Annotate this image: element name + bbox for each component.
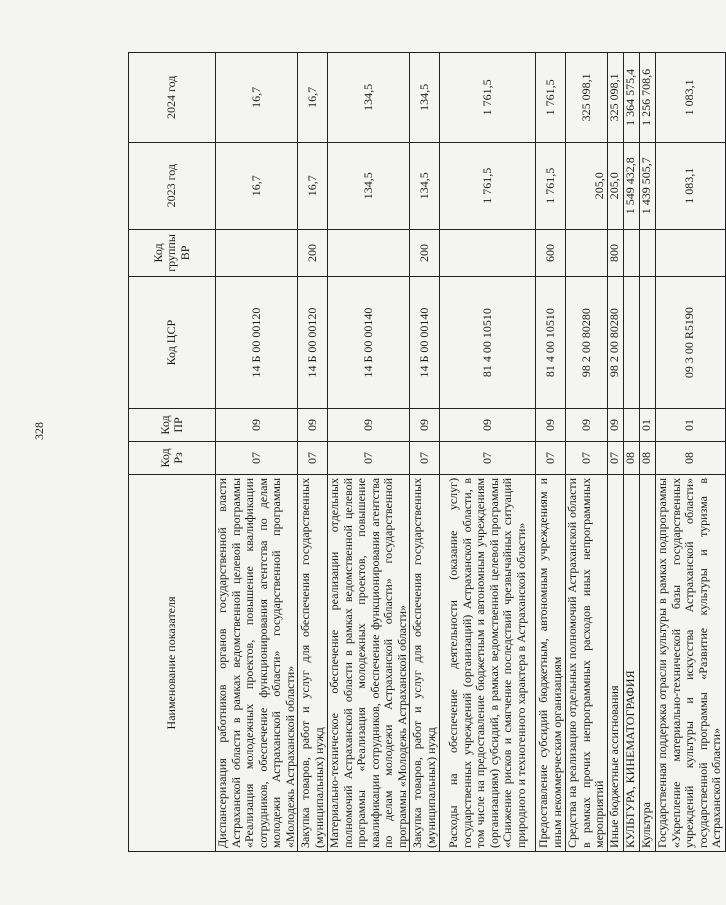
row-rz: 08: [623, 441, 639, 474]
header-2024: 2024 год: [129, 53, 216, 143]
row-2024: 1 256 708,6: [639, 53, 655, 143]
row-csr: 98 2 00 80280: [607, 277, 623, 409]
row-name: Диспансеризация работников органов государственной власти Астраханской области в рамках ведомственной целевой программы «Реализация молодежных проектов, повышение квалификации сотрудников, обеспечение функционирования агентства по делам молодежи Астраханской области» государственной программы «Молодежь Астраханской области»: [216, 474, 298, 851]
row-name: Расходы на обеспечение деятельности (оказание услуг) государственных учреждений (организаций) Астраханской области, в том числе на предоставление бюджетным и автономным учреждениям (организациям) субсидий, в рамках ведомственной целевой программы «Снижение рисков и смягчение последствий чрезвычайных ситуаций природного и техногенного характера в Астраханской области»: [440, 474, 536, 851]
row-name: Предоставление субсидий бюджетным, автономным учреждениям и иным некоммерческим организациям: [536, 474, 566, 851]
row-csr: 81 4 00 10510: [536, 277, 566, 409]
table-row: [536, 53, 566, 852]
row-2024: 325 098,1: [566, 53, 608, 143]
table-row: [440, 53, 536, 852]
row-rz: 07: [298, 441, 328, 474]
row-2024: 16,7: [216, 53, 298, 143]
row-csr: 14 Б 00 00140: [328, 277, 410, 409]
table-row: [607, 53, 623, 852]
row-name: Иные бюджетные ассигнования: [607, 474, 623, 851]
row-name: Средства на реализацию отдельных полномочий Астраханской области в рамках прочих непрограммных расходов иных непрограммных мероприятий: [566, 474, 608, 851]
row-name: Закупка товаров, работ и услуг для обеспечения государственных (муниципальных) нужд: [298, 474, 328, 851]
row-rz: 08: [639, 441, 655, 474]
row-rz: 07: [440, 441, 536, 474]
row-rz: 07: [607, 441, 623, 474]
row-2024: 325 098,1: [607, 53, 623, 143]
row-2023: 1 761,5: [440, 142, 536, 229]
row-vr: [566, 229, 608, 276]
row-2023: 1 761,5: [536, 142, 566, 229]
row-name: КУЛЬТУРА, КИНЕМАТОГРАФИЯ: [623, 474, 639, 851]
header-pr: Код ПР: [129, 409, 216, 442]
row-vr: [440, 229, 536, 276]
header-name: Наименование показателя: [129, 474, 216, 851]
row-2023: 134,5: [328, 142, 410, 229]
row-rz: 07: [410, 441, 440, 474]
table-header-row: [129, 53, 216, 852]
row-2023: 205,0: [566, 142, 608, 229]
row-vr: [655, 229, 725, 276]
row-vr: [639, 229, 655, 276]
rotated-table-container: [128, 52, 724, 852]
row-name: Государственная поддержка отрасли культуры в рамках подпрограммы «Укрепление материально-технической базы государственных учреждений культуры и искусства Астраханской области» государственной программы «Развитие культуры и туризма в Астраханской области»: [655, 474, 725, 851]
row-csr: 14 Б 00 00120: [298, 277, 328, 409]
row-csr: 14 Б 00 00140: [410, 277, 440, 409]
row-vr: [328, 229, 410, 276]
row-vr: 600: [536, 229, 566, 276]
budget-table: [128, 52, 726, 852]
row-rz: 07: [566, 441, 608, 474]
table-row: [298, 53, 328, 852]
table-row: [639, 53, 655, 852]
row-vr: 800: [607, 229, 623, 276]
row-csr: 14 Б 00 00120: [216, 277, 298, 409]
row-rz: 07: [216, 441, 298, 474]
row-pr: 01: [655, 409, 725, 442]
table-row: [410, 53, 440, 852]
row-csr: 09 3 00 R5190: [655, 277, 725, 409]
row-pr: 09: [298, 409, 328, 442]
row-2024: 16,7: [298, 53, 328, 143]
row-2024: 1 761,5: [440, 53, 536, 143]
row-csr: [639, 277, 655, 409]
row-2023: 16,7: [216, 142, 298, 229]
row-name: Материально-техническое обеспечение реализации отдельных полномочий Астраханской области в рамках ведомственной целевой программы «Реализация молодежных проектов, повышение квалификации сотрудников, обеспечение функционирования агентства по делам молодежи Астраханской области» государственной программы «Молодежь Астраханской области»: [328, 474, 410, 851]
row-vr: [623, 229, 639, 276]
header-csr: Код ЦСР: [129, 277, 216, 409]
row-csr: 81 4 00 10510: [440, 277, 536, 409]
row-2024: 1 364 575,4: [623, 53, 639, 143]
row-pr: 09: [536, 409, 566, 442]
row-csr: [623, 277, 639, 409]
row-rz: 07: [328, 441, 410, 474]
row-pr: 09: [566, 409, 608, 442]
table-row: [566, 53, 608, 852]
row-pr: 09: [607, 409, 623, 442]
row-2024: 1 083,1: [655, 53, 725, 143]
row-csr: 98 2 00 80280: [566, 277, 608, 409]
row-2023: 1 083,1: [655, 142, 725, 229]
row-pr: 09: [216, 409, 298, 442]
row-rz: 08: [655, 441, 725, 474]
row-name: Закупка товаров, работ и услуг для обеспечения государственных (муниципальных) нужд: [410, 474, 440, 851]
header-rz: Код Рз: [129, 441, 216, 474]
row-vr: 200: [410, 229, 440, 276]
row-pr: 09: [440, 409, 536, 442]
row-2024: 1 761,5: [536, 53, 566, 143]
row-vr: 200: [298, 229, 328, 276]
row-2024: 134,5: [410, 53, 440, 143]
row-2023: 134,5: [410, 142, 440, 229]
table-row: [328, 53, 410, 852]
table-row: [655, 53, 725, 852]
header-vr: Код группы ВР: [129, 229, 216, 276]
table-row: [623, 53, 639, 852]
page-number: 328: [32, 422, 46, 440]
row-2024: 134,5: [328, 53, 410, 143]
row-2023: 16,7: [298, 142, 328, 229]
row-pr: 09: [410, 409, 440, 442]
table-row: [216, 53, 298, 852]
row-2023: 205,0: [607, 142, 623, 229]
row-rz: 07: [536, 441, 566, 474]
row-pr: [623, 409, 639, 442]
row-vr: [216, 229, 298, 276]
row-pr: 09: [328, 409, 410, 442]
row-2023: 1 549 432,8: [623, 142, 639, 229]
row-2023: 1 439 505,7: [639, 142, 655, 229]
header-2023: 2023 год: [129, 142, 216, 229]
row-name: Культура: [639, 474, 655, 851]
row-pr: 01: [639, 409, 655, 442]
